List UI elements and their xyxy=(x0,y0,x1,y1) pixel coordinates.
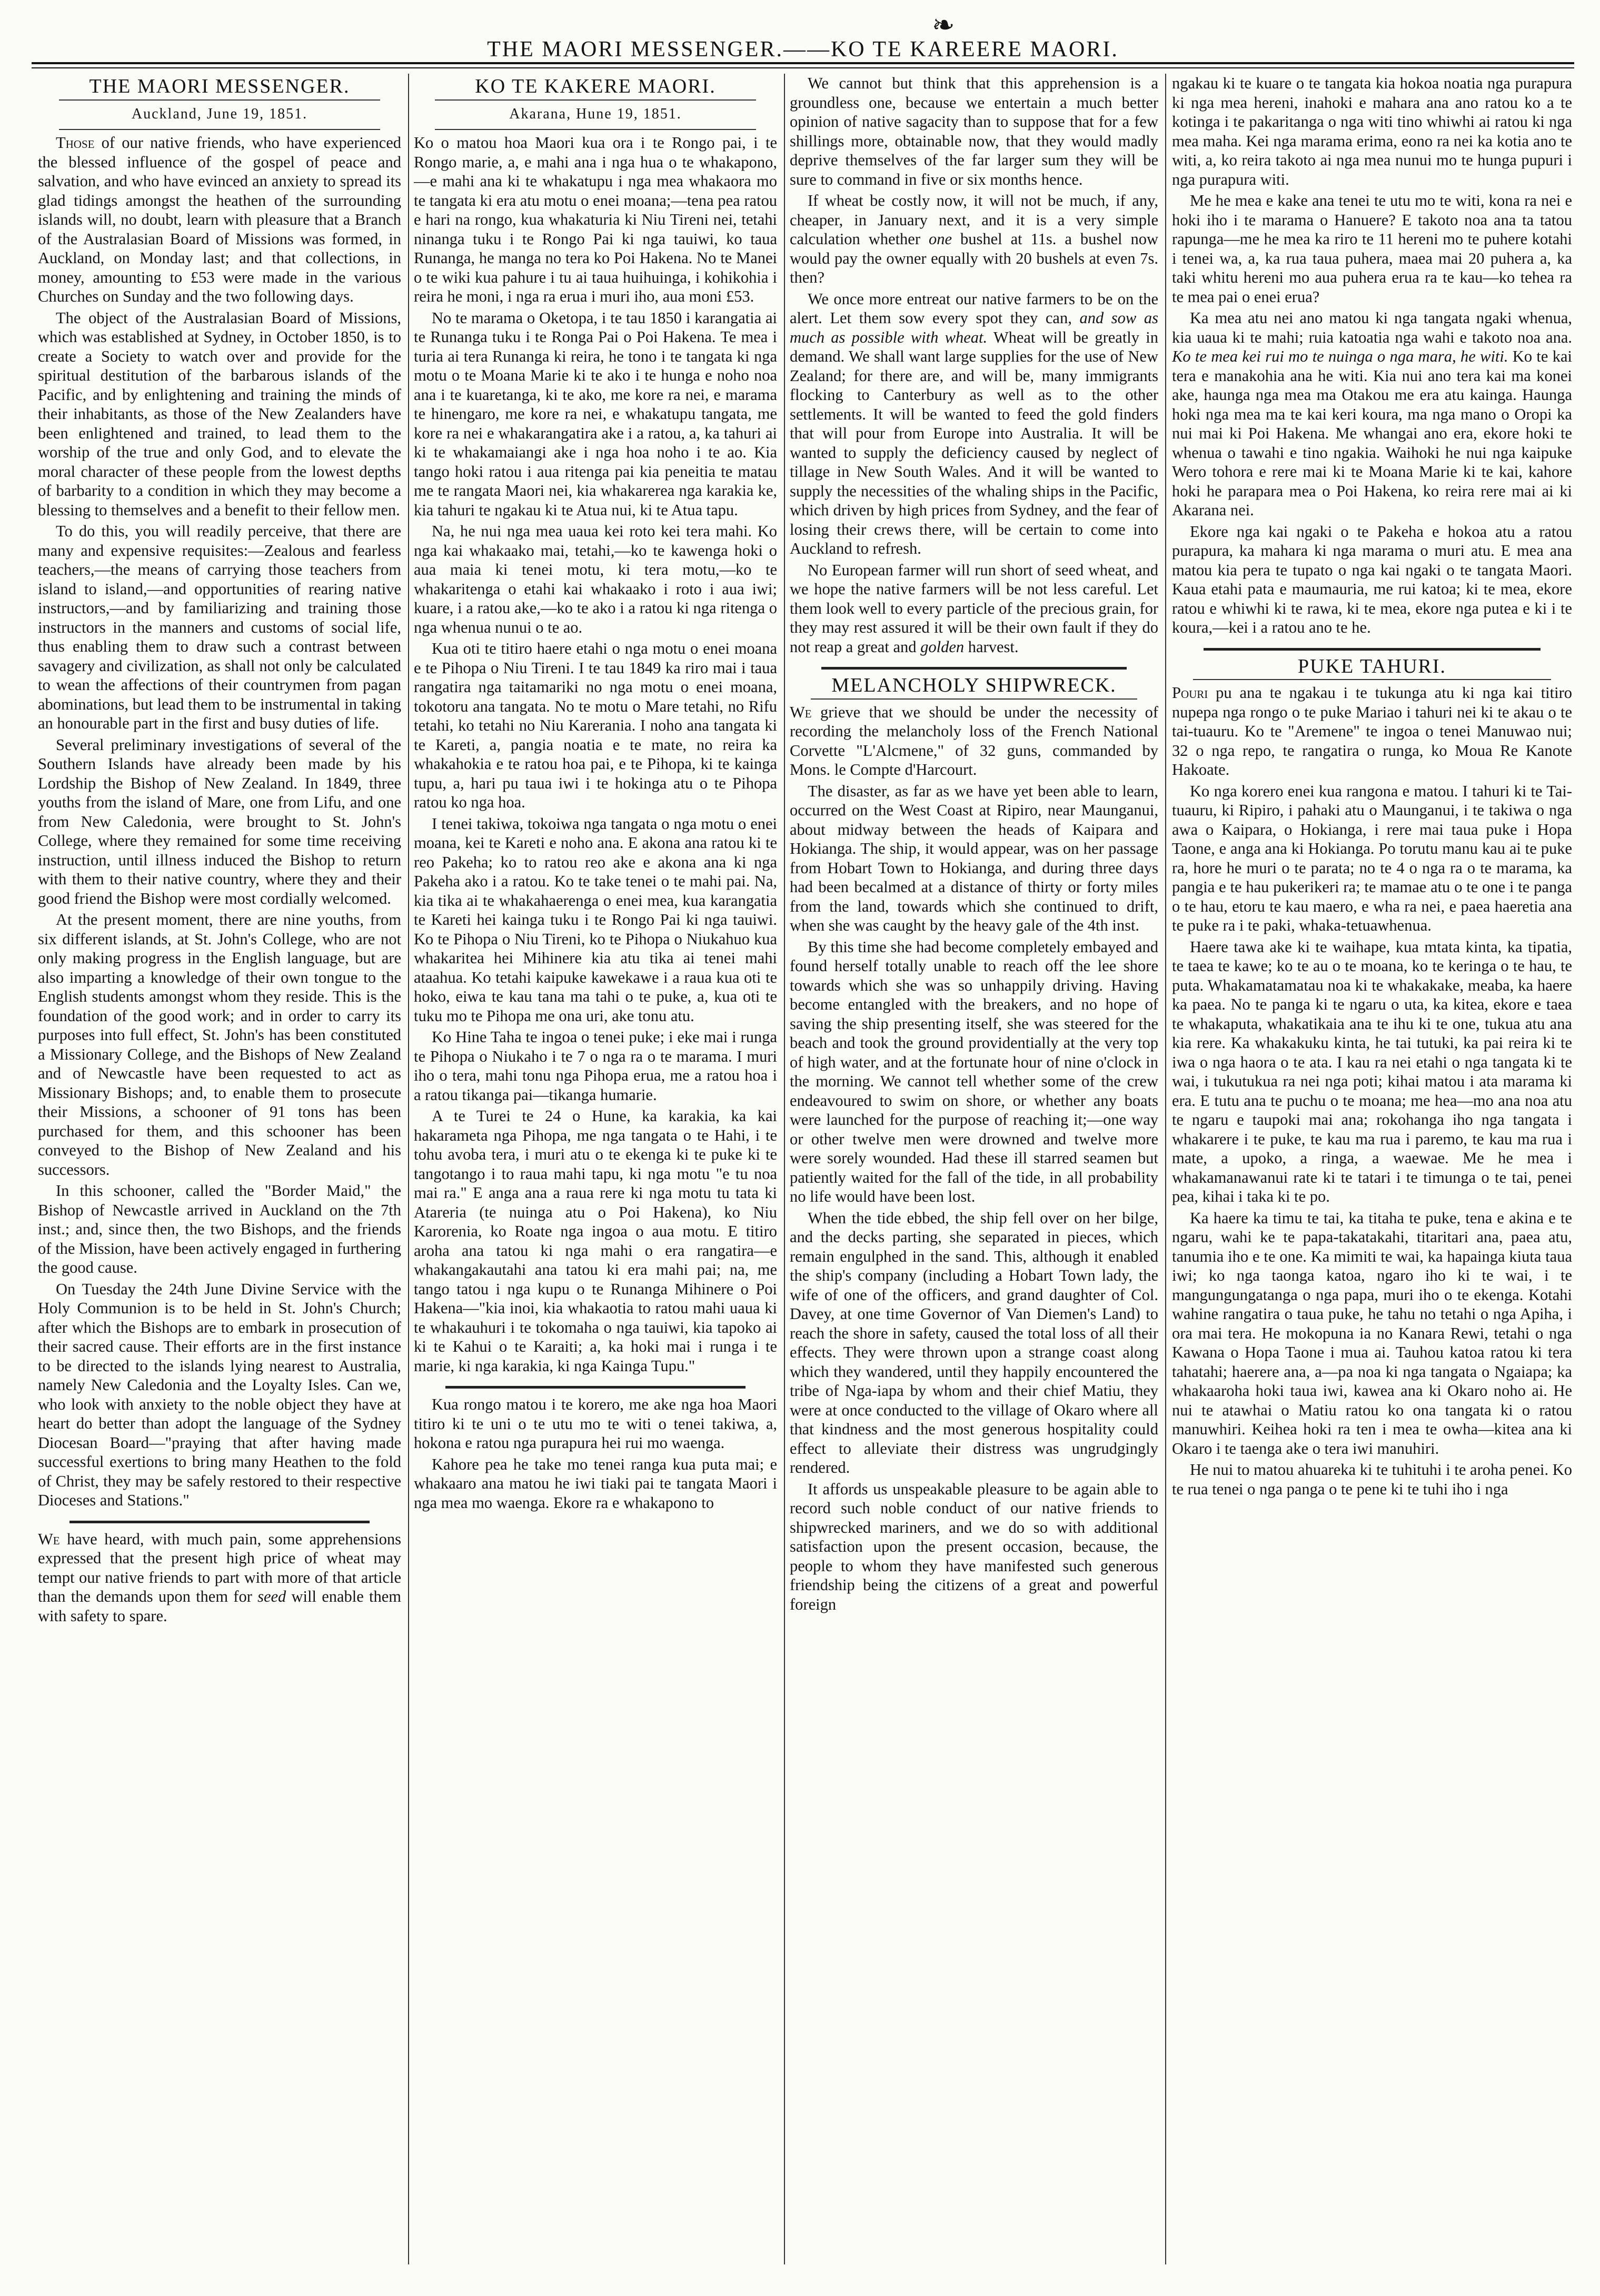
heading-rule xyxy=(435,129,756,130)
column-divider xyxy=(1165,74,1166,2264)
heading-rule xyxy=(435,99,756,101)
article-divider xyxy=(821,667,1127,670)
dateline: Akarana, Hune 19, 1851. xyxy=(509,105,682,122)
paragraph-text: Wheat will be greatly in demand. We shall want large supplies for the use of New Zealand; for there are, and will be, many immigrants flocking to Canterbury as well as to the other settlements. It will be wanted to feed the gold finders that will pour from Europe into Australia. It will be wanted to supply the deficiency caused by neglect of tillage in New South Wales. And it will be wanted to supply the necessities of the whaling ships in the Pacific, which driven by high prices from Sydney, and the fear of losing their crews there, will be certain to come into Auckland to refresh. xyxy=(790,328,1158,557)
paragraph: Na, he nui nga mea uaua kei roto kei tera mahi. Ko nga kai whakaako mai, tetahi,—ko te kawenga hoki o aua maia ki tenei motu, ki tera motu,—ko te whakaritenga o etahi kai whakaako i roto i aua iwi; kuare, i a ratou ake,—ko te ako i a ratou ki nga ritenga o nga whenua nunui o te ao. xyxy=(414,522,777,636)
paragraph xyxy=(790,191,1158,287)
paragraph: Ko Hine Taha te ingoa o tenei puke; i eke mai i runga te Pihopa o Niukaho i te 7 o nga ra o te marama. I muri iho o tera, mahi tonu nga Pihopa erua, me a ratou hoa i a ratou tikanga pai—tikanga humarie. xyxy=(414,1028,777,1104)
paragraph: No te marama o Oketopa, i te tau 1850 i karangatia ai te Runanga tuku i te Ronga Pai o Poi Hakena. Te mea i turia ai tera Runanga ki reira, he tono i te tangata ki nga motu o te Moana Marie ki te ako i te hunga e noho noa ana i te kuaretanga, ki te ako, me kore ra nei, e marama te hinengaro, me kore ra nei, e whakatupu tangata, me kore ra nei e whakarangatira ake i a ratou, a, ka tahuri ai ki te whakamaiangi ake i nga hoa noho i te ao. Kia tango hoki ratou i aua ritenga pai kia peneitia te matau me te rangata Maori nei, kia whakarerea nga karakia ke, kia tahuri te ngakau ki te Atua nui, ki te Atua tapu. xyxy=(414,308,777,519)
masthead-rule xyxy=(32,62,1574,68)
paragraph: ngakau ki te kuare o te tangata kia hokoa noatia nga purapura ki nga mea hereni, inahoki e mahara ana ano ratou ko a te kotinga i te pakaritanga o nga witi tino whiwhi ai ratou ki nga mea maha. Kei nga marama erima, eono ra nei ka kotia ano te witi, a, ko reira takoto ai nga mea nunui mo te hunga pupuri i nga purapura witi. xyxy=(1172,74,1572,188)
paragraph: It affords us unspeakable pleasure to be again able to record such noble conduct of our native friends to shipwrecked mariners, and we do so with additional satisfaction upon the present occasion, because, the people to whom they have manifested such generous friendship being the citizens of a great and powerful foreign xyxy=(790,1480,1158,1613)
paragraph-text: No European farmer will run short of seed wheat, and we hope the native farmers will be not less careful. Let them look well to every particle of the precious grain, for they may rest assured it will be their own fault if they do not reap a great and xyxy=(790,561,1158,656)
paragraph: He nui to matou ahuareka ki te tuhituhi i te aroha penei. Ko te rua tenei o nga panga o te pene ki te tuhi iho i nga xyxy=(1172,1461,1572,1498)
article-divider xyxy=(1204,648,1541,651)
paragraph: The disaster, as far as we have yet been able to learn, occurred on the West Coast at Ripiro, near Maunganui, about midway between the heads of Kaipara and Hokianga. The ship, it would appear, was on her passage from Hobart Town to Hokianga, and during three days had been becalmed at a distance of thirty or forty miles from the land, towards which she continued to drift, when she was caught by the heavy gale of the 4th inst. xyxy=(790,782,1158,934)
heading-rule xyxy=(59,129,380,130)
paragraph-text: have heard, with much pain, some apprehensions expressed that the present high price of wheat may tempt our native friends to part with more of that article than the demands upon them for xyxy=(38,1530,401,1605)
paragraph: We cannot but think that this apprehension is a groundless one, because we entertain a much better opinion of native sagacity than to suppose that for a few shillings more, obtainable now, that they would madly deprive themselves of the far larger sum they will be sure to command in five or six months hence. xyxy=(790,74,1158,188)
section-heading: THE MAORI MESSENGER. xyxy=(89,75,350,97)
paragraph xyxy=(790,561,1158,657)
paragraph-text: harvest. xyxy=(968,637,1019,656)
column-english-2 xyxy=(790,74,1158,2280)
paragraph-text: We once more entreat our native farmers to be on the alert. Let them sow every spot they can, xyxy=(790,290,1158,327)
italic-text: Ko te mea kei rui mo te nuinga o nga mara, he witi. xyxy=(1172,347,1508,365)
paragraph xyxy=(790,703,1158,780)
paragraph xyxy=(38,133,401,306)
lead-word: We xyxy=(790,703,812,721)
paragraph xyxy=(1172,308,1572,520)
paragraph: Kua oti te titiro haere etahi o nga motu o enei moana e te Pihopa o Niu Tireni. I te tau 1849 ka riro mai i taua rangatira nga taitamariki no nga motu o enei moana, tokotoru ana tangata. No te motu o Mare tetahi, no Rifu tetahi, ko tetahi no Niu Karerania. I noho ana tangata ki te Kareti, a, pangia noatia e te mate, no reira ka whakahokia e te ratou hoa pai, e te Pihopa, ki te kainga tupu, a, hari pu taua iwi i te hokinga atu o te Pihopa ratou ko nga hoa. xyxy=(414,640,777,811)
fleuron-ornament-icon: ❧ xyxy=(932,11,955,41)
paragraph-text: pu ana te ngakau i te tukunga atu ki nga kai titiro nupepa nga rongo o te puke Mariao i tahuri nei ki te akau o te tai-tuauru. Ko te "Aremene" te ingoa o tenei Manuwao nui; 32 o nga repo, te rangatira o runga, ko Moua Re Kanote Hakoate. xyxy=(1172,684,1572,778)
article-heading: PUKE TAHURI. xyxy=(1297,655,1447,677)
paragraph: On Tuesday the 24th June Divine Service with the Holy Communion is to be held in St. John's Church; after which the Bishops are to embark in prosecution of their sacred cause. Their efforts are in the first instance to be directed to the islands lying nearest to Australia, namely New Caledonia and the Loyalty Isles. Can we, who look with anxiety to the noble object they have at heart do better than adopt the language of the Sydney Diocesan Board—"praying that after having made successful exertions to bring many Heathen to the fold of Christ, they may be safely restored to their respective Dioceses and Stations." xyxy=(38,1280,401,1509)
heading-rule xyxy=(1193,679,1551,680)
article-heading: MELANCHOLY SHIPWRECK. xyxy=(831,674,1117,696)
paragraph-text: Ko te kai tera e manakohia ana he witi. Kia nui ano tera kai ma konei ake, haunga nga mea ma Otakou me era atu kainga. Haunga hoki nga mea ma te kai keri koura, ma nga mano o Oropi ka nui mai ki Poi Hakena. Me whangai ano era, ekore hoki te whenua o tawahi e tino ngakia. Waihoki he nui nga kaipuke Wero tohora e rere mai ki te Moana Marie ki te kai, kahore hoki he parapara mea o Poi Hakena, ko reira rere mai ai ki Akarana nei. xyxy=(1172,347,1572,519)
paragraph: By this time she had become completely embayed and found herself totally unable to reach off the lee shore towards which she was so unhappily driving. Having become entangled with the breakers, and no hope of saving the ship presenting itself, she was steered for the beach and took the ground providentially at the very top of high water, and at the fortunate hour of nine o'clock in the morning. We cannot tell whether some of the crew endeavoured to swim on shore, or whether any boats were launched for the purpose of reaching it;—one way or other twelve men were drowned and twelve more were sorely wounded. Had these ill starred seamen but patiently waited for the fall of the tide, in all probability no life would have been lost. xyxy=(790,937,1158,1205)
paragraph: Haere tawa ake ki te waihape, kua mtata kinta, ka tipatia, te taea te kawe; ko te au o te moana, ko te keringa o te hau, te puta. Whakamatamatau noa ki te whakakake, meaba, ka haere ka paea. No te panga ki te ngaru o uta, ka kitea, ekore e taea te whakaputa, whakatikaia ana te ihu ki te one, tukua atu ana kia rere. Ka whakakuku kinta, he tai tutuki, ka pai reira ki te iwa o nga haora o te ata. I kau ra nei etahi o nga tangata ki te wai, i tukutukua ra nei nga poti; kihai matou i ata marama ki era. E tutu ana te puchu o te moana; me hea—mo ana noa atu te ngaru e taupoki mai ana; rokohanga iho nga tangata i whakarere i te puke, te kau ma rua i paremo, te kau ma rua i mate, a upoko, a ringa, a waewae. Me he mea i whakamanawanui rate ki te tatari i te timunga o te tai, penei pea, kihai i taka ki te po. xyxy=(1172,937,1572,1205)
paragraph-text: grieve that we should be under the necessity of recording the melancholy loss of the French National Corvette "L'Alcmene," of 32 guns, commanded by Mons. le Compte d'Harcourt. xyxy=(790,703,1158,778)
paragraph xyxy=(38,1530,401,1626)
paragraph-text: Ka mea atu nei ano matou ki nga tangata ngaki whenua, kia uaua ki te mahi; ruia katoatia nga wahi e takoto noa ana. xyxy=(1172,309,1572,346)
paragraph: Ekore nga kai ngaki o te Pakeha e hokoa atu a ratou purapura, ka mahara ki nga marama o muri atu. E mea ana matou kia pera te tupato o nga kai ngaki o te tangata Maori. Kaua etahi pata e maumauria, me rui katoa; ki te mea, ekore ratou e whiwhi ki te rawa, ki te mea, ekore nga putea e ki i te koura,—kei i a ratou ano te he. xyxy=(1172,522,1572,636)
italic-text: seed xyxy=(257,1588,286,1605)
article-divider xyxy=(445,1386,746,1389)
paragraph: Me he mea e kake ana tenei te utu mo te witi, kona ra nei e hoki iho i te marama o Hanuere? E takoto noa ana ta tatou rapunga—me he mea ka riro te 11 hereni mo te puhere kotahi i tenei wa, a, ka rua taua puhera, maea mai 20 puhera a, ka taki whitu hereni mo aua puhera erua ra te kau—ko tehea ra te mea pai o enei erua? xyxy=(1172,192,1572,306)
column-maori-2 xyxy=(1172,74,1572,2280)
italic-text: golden xyxy=(920,637,965,656)
dateline: Auckland, June 19, 1851. xyxy=(131,105,308,122)
masthead xyxy=(32,11,1574,62)
paragraph: I tenei takiwa, tokoiwa nga tangata o nga motu o enei moana, kei te Kareti e noho ana. E akona ana ratou ki te reo Pakeha; ko to ratou reo ake e akona ana ki nga Pakeha ako i a ratou. Ko te take tenei o te mahi pai. Na, kia tika ai te whakahaerenga o enei mea, kua karangatia te Kareti hei kainga tuku i te Rongo Pai ki nga tauiwi. Ko te Pihopa o Niu Tireni, ko te Pihopa o Niukahuo kua whakaritea hei Mihinere kia atu tika ai tenei mahi ataahua. Ko tetahi kaipuke kawekawe i a raua kua oti te hoko, eiwa te kau tana ma tahi o te puke, a, kua oti te tuku mo te Pihopa me ona uri, ake tonu atu. xyxy=(414,814,777,1025)
paragraph-text: If wheat be costly now, it will not be much, if any, cheaper, in January next, and it is a very simple calculation whether xyxy=(790,192,1158,248)
column-english-1 xyxy=(38,74,401,2280)
paragraph-text: bushel at 11s. a bushel now would pay the owner equally with 20 bushels at even 7s. then? xyxy=(790,230,1158,286)
heading-rule xyxy=(811,698,1137,700)
column-divider xyxy=(408,74,409,2264)
paragraph: When the tide ebbed, the ship fell over on her bilge, and the decks parting, she separated in pieces, which remain engulphed in the sand. This, although it enabled the ship's company (including a Hobart Town lady, the wife of one of the officers, and grand daughter of Col. Davey, at one time Governor of Van Diemen's Land) to reach the shore in safety, caused the total loss of all their effects. They were thrown upon a strange coast along which they wandered, until they happily encountered the tribe of Nga-iapa by whom and their chief Matiu, they were at once conducted to the village of Okaro where all that kindness and the most generous hospitality could effect to alleviate their distress was ungrudgingly rendered. xyxy=(790,1209,1158,1476)
newspaper-title: THE MAORI MESSENGER.——KO TE KAREERE MAORI. xyxy=(487,37,1119,62)
paragraph: Ko o matou hoa Maori kua ora i te Rongo pai, i te Rongo marie, a, e mahi ana i nga hua o te whakapono,—e mahi ana ki te whakatupu i nga mea whakaora mo te tangata ki era atu motu o enei moana;—tena pea ratou e hari na rongo, kua whakaturia ki Niu Tireni nei, tetahi ninanga tuku i te Rongo Pai ki nga tauiwi, ko taua Runanga, he manga no tera ko Poi Hakena. No te Manei o te wiki kua pahure i tu ai taua huihuinga, i kohikohia i reira he moni, i nga ra erua i muri iho, aua moni £53. xyxy=(414,134,777,305)
paragraph-text: will enable them with safety to spare. xyxy=(38,1588,401,1625)
column-divider xyxy=(784,74,785,2264)
italic-text: one xyxy=(928,230,952,248)
paragraph-text: of our native friends, who have experienced the blessed influence of the gospel of peace and salvation, and who have evinced an anxiety to spread its glad tidings amongst the heathen of the surrounding islands will, no doubt, learn with pleasure that a Branch of the Australasian Board of Missions was formed, in Auckland, on Monday last; and that collections, in money, amounting to £53 were made in the various Churches on Sunday and the two following days. xyxy=(38,134,401,305)
paragraph: A te Turei te 24 o Hune, ka karakia, ka kai hakarameta nga Pihopa, me nga tangata o te Hahi, i te tohu avoba tera, i muri atu o te ekenga ki te puke ki te tangotango i to raua mahi tapu, ki nga motu "e tu noa mai ra." E anga ana a raua rere ki nga motu tu tata ki Atareria (te nuinga atu o Poi Hakena), ko Niu Karorenia, ko Roate nga ingoa o aua motu. E titiro aroha ana tatou ki nga mahi o era rangatira—e whakangakautahi ana tatou ki era mahi pai; na, me tango tatou i nga kupu o te Runanga Mihinere o Poi Hakena—"kia inoi, kia whakaotia to ratou mahi uaua ki te whakauhuri i te tokomaha o nga tauiwi, kia tapoko ai ki te Kahui o te Karaiti; a, ka hoki mai i runga i te marie, ki nga karakia, ki nga Kainga Tupu." xyxy=(414,1107,777,1375)
lead-word: Pouri xyxy=(1172,684,1208,702)
lead-word: Those xyxy=(56,134,95,152)
paragraph xyxy=(790,290,1158,558)
paragraph: Several preliminary investigations of several of the Southern Islands have already been made by his Lordship the Bishop of New Zealand. In 1849, three youths from the island of Mare, one from Lifu, and one from New Caledonia, were brought to St. John's College, where they remained for some time receiving instruction, until illness induced the Bishop to return with them to their native country, where they and their good friend the Bishop were most cordially welcomed. xyxy=(38,735,401,907)
paragraph: Ko nga korero enei kua rangona e matou. I tahuri ki te Tai-tuauru, ki Ripiro, i pahaki atu o Maunganui, i te takiwa o nga awa o Kaipara, o Hokianga, i rere mai taua puke i Hopa Taone, e anga ana ki Hokianga. Po torutu manu kau ai te puke ra, hore he muri o te parata; no te 4 o nga ra o te marama, ka pangia e te hau pukerikeri ra; te mamae atu o te one i te panga o te hau, etoru te kau maero, e wha ra nei, e paea haeretia ana te puke ra i te paki, whaka-tetuawhenua. xyxy=(1172,782,1572,934)
paragraph: Kua rongo matou i te korero, me ake nga hoa Maori titiro ki te uni o te utu mo te witi o tenei takiwa, a, hokona e ratou nga purapura hei rui mo waenga. xyxy=(414,1395,777,1452)
italic-text: and sow as much as possible with wheat. xyxy=(790,309,1158,346)
section-heading: KO TE KAKERE MAORI. xyxy=(475,75,716,97)
lead-word: We xyxy=(38,1530,60,1548)
heading-rule xyxy=(59,99,380,101)
paragraph: Ka haere ka timu te tai, ka titaha te puke, tena e akina e te ngaru, wahi ke te papa-takatakahi, titaritari ana, paea atu, tanumia iho e te one. Ka mimiti te wai, ka hapainga kiuta taua iwi; ko nga taonga katoa, ngaro iho ki te wai, i te mangungungatanga o nga papa, muri iho o te ekenga. Kotahi wahine rangatira o taua puke, he tahu no tetahi o nga Apiha, i ora mai tera. He mokopuna ia no Kanara Rewi, tetahi o nga Kawana o Hopa Taone i mua ai. Tauhou katoa ratou ki tera tahatahi; haerere ana, a—pa noa ki nga tangata o Ngaiapa; ka whakaaroha hoki taua iwi, kawea ana ki Okaro noho ai. He nui te atawhai o Matiu ratou ko ona tangata ki o ratou manuwhiri. Keihea hoki ra ten i mea te owha—kitea ana ki Okaro i te taenga ake o tera iwi manuhiri. xyxy=(1172,1209,1572,1458)
paragraph: In this schooner, called the "Border Maid," the Bishop of Newcastle arrived in Auckland on the 7th inst.; and, since then, the two Bishops, and the friends of the Mission, have been actively engaged in furthering the good cause. xyxy=(38,1182,401,1276)
paragraph: Kahore pea he take mo tenei ranga kua puta mai; e whakaaro ana matou he iwi tiaki pai te tangata Maori i nga mea mo waenga. Ekore ra e whakapono to xyxy=(414,1455,777,1512)
paragraph xyxy=(1172,683,1572,780)
paragraph: At the present moment, there are nine youths, from six different islands, at St. John's College, who are not only making progress in the English language, but are also imparting a knowledge of their own tongue to the English students amongst whom they reside. This is the foundation of the good work; and in order to carry its purposes into full effect, St. John's has been constituted a Missionary College, and the Bishops of New Zealand and of Newcastle have been requested to act as Missionary Bishops; and, to enable them to prosecute their Missions, a schooner of 91 tons has been purchased for them, and this schooner has been conveyed to the Bishop of New Zealand and his successors. xyxy=(38,911,401,1179)
column-maori-1 xyxy=(414,74,777,2280)
paragraph: To do this, you will readily perceive, that there are many and expensive requisites:—Zealous and fearless teachers,—the means of carrying those teachers from island to island,—and opportunities of rearing native instructors,—and by familiarizing and training those instructors in the manners and customs of social life, thus enabling them to draw such a contrast between savagery and civilization, as shall not only be calculated to wean the affections of their countrymen from pagan abominations, but lead them to be instrumental in taking an honourable part in the first and busy duties of life. xyxy=(38,522,401,732)
paragraph: The object of the Australasian Board of Missions, which was established at Sydney, in October 1850, is to create a Society to watch over and provide for the spiritual destitution of the barbarous islands of the Pacific, and by enlightening and training the minds of their inhabitants, as those of the New Zealanders have been enlightened and trained, to lead them to the worship of the true and only God, and to elevate the moral character of these people from the lowest depths of barbarity to a condition in which they may become a blessing to themselves and a benefit to their fellow men. xyxy=(38,308,401,519)
article-divider xyxy=(69,1521,370,1523)
